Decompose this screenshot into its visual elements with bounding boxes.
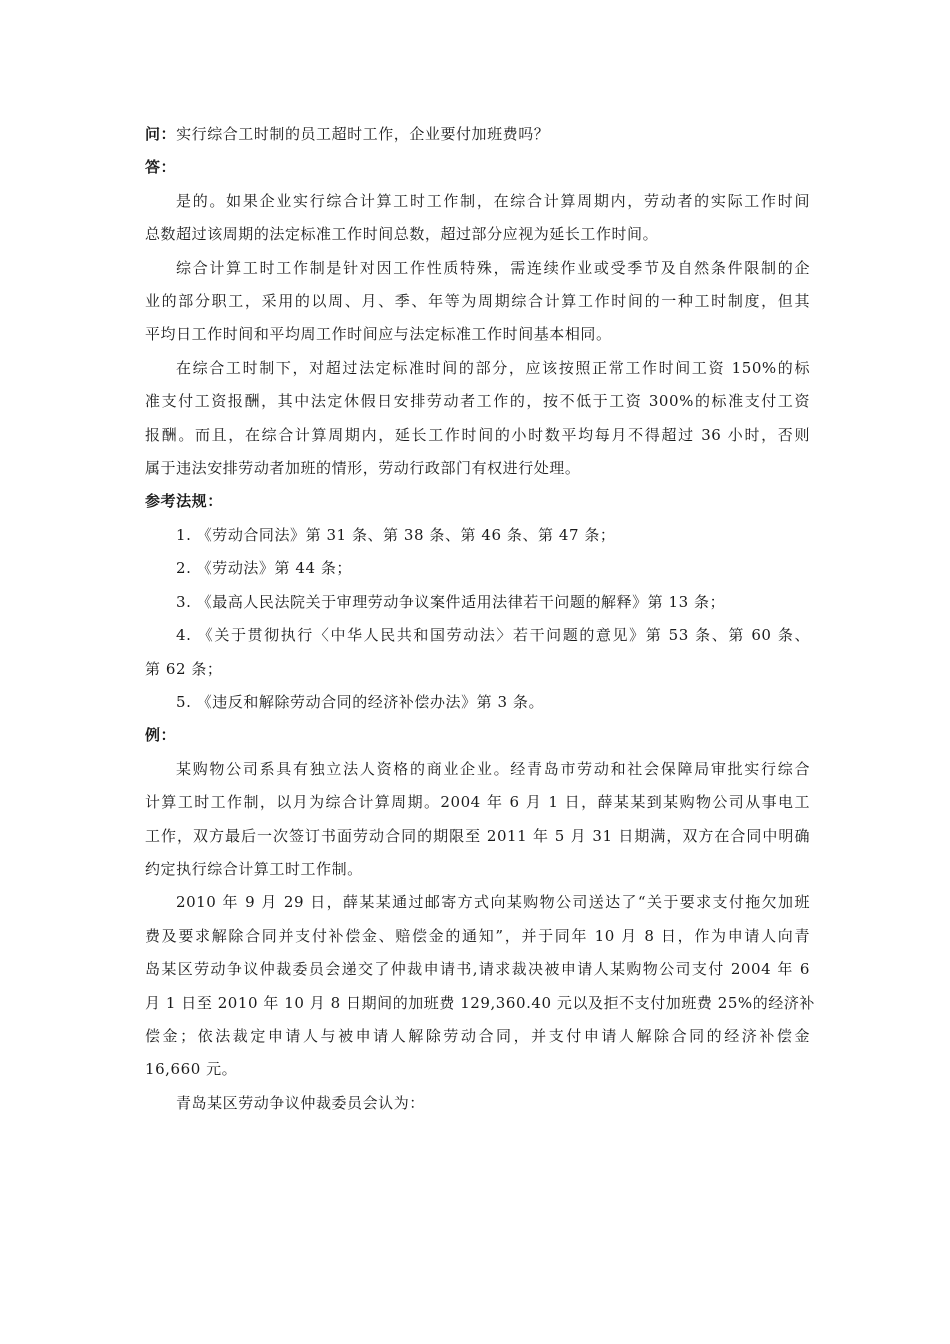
answer-paragraph-2 <box>145 252 810 352</box>
paragraph-line: 偿金；依法裁定申请人与被申请人解除劳动合同，并支付申请人解除合同的经济补偿金 <box>145 1026 810 1045</box>
example-label: 例： <box>145 726 177 745</box>
answer-paragraph-1 <box>145 185 810 252</box>
paragraph-line: 在综合工时制下，对超过法定标准时间的部分，应该按照正常工作时间工资 150%的标 <box>176 358 810 377</box>
example-paragraph-3 <box>145 1087 810 1120</box>
example-paragraph-2 <box>145 886 815 1086</box>
reference-item: 2. 《劳动法》第 44 条； <box>176 559 352 578</box>
paragraph-line: 约定执行综合计算工时工作制。 <box>145 859 363 878</box>
reference-item: 5. 《违反和解除劳动合同的经济补偿办法》第 3 条。 <box>176 692 545 711</box>
paragraph-line: 属于违法安排劳动者加班的情形，劳动行政部门有权进行处理。 <box>145 459 581 478</box>
paragraph-line: 费及要求解除合同并支付补偿金、赔偿金的通知”，并于同年 10 月 8 日，作为申请人向青 <box>145 926 810 945</box>
paragraph-line: 工作，双方最后一次签订书面劳动合同的期限至 2011 年 5 月 31 日期满，双方在合同中明确 <box>145 826 810 845</box>
answer-paragraph-3 <box>145 352 810 486</box>
paragraph-line: 月 1 日至 2010 年 10 月 8 日期间的加班费 129,360.40 元以及拒不支付加班费 25%的经济补 <box>145 993 815 1012</box>
paragraph-line: 计算工时工作制，以月为综合计算周期。2004 年 6 月 1 日，薛某某到某购物公司从事电工 <box>145 793 810 812</box>
document-page <box>145 118 815 1120</box>
reference-item-continuation: 第 62 条； <box>145 659 223 678</box>
paragraph-line: 某购物公司系具有独立法人资格的商业企业。经青岛市劳动和社会保障局审批实行综合 <box>176 759 810 778</box>
paragraph-line: 报酬。而且，在综合计算周期内，延长工作时间的小时数平均每月不得超过 36 小时，否则 <box>145 425 810 444</box>
reference-item: 1. 《劳动合同法》第 31 条、第 38 条、第 46 条、第 47 条； <box>176 525 616 544</box>
references-list <box>145 519 810 719</box>
reference-item: 3. 《最高人民法院关于审理劳动争议案件适用法律若干问题的解释》第 13 条； <box>176 592 726 611</box>
paragraph-line: 总数超过该周期的法定标准工作时间总数，超过部分应视为延长工作时间。 <box>145 225 659 244</box>
reference-item: 4. 《关于贯彻执行〈中华人民共和国劳动法〉若干问题的意见》第 53 条、第 60 条、 <box>176 626 810 645</box>
paragraph-line: 2010 年 9 月 29 日，薛某某通过邮寄方式向某购物公司送达了“关于要求支付拖欠加班 <box>176 893 810 912</box>
paragraph-line: 16,660 元。 <box>145 1060 238 1079</box>
question-label: 问： <box>145 125 177 143</box>
paragraph-line: 平均日工作时间和平均周工作时间应与法定标准工作时间基本相同。 <box>145 325 612 344</box>
paragraph-line: 综合计算工时工作制是针对因工作性质特殊，需连续作业或受季节及自然条件限制的企 <box>176 258 810 277</box>
example-paragraph-1 <box>145 753 810 887</box>
answer-label: 答： <box>145 158 177 177</box>
question-text: 实行综合工时制的员工超时工作，企业要付加班费吗？ <box>176 125 550 143</box>
paragraph-line: 岛某区劳动争议仲裁委员会递交了仲裁申请书,请求裁决被申请人某购物公司支付 2004 年 6 <box>145 960 810 979</box>
references-label: 参考法规： <box>145 492 223 511</box>
question-line <box>145 118 810 151</box>
paragraph-line: 是的。如果企业实行综合计算工时工作制，在综合计算周期内，劳动者的实际工作时间 <box>176 191 810 210</box>
paragraph-line: 青岛某区劳动争议仲裁委员会认为： <box>176 1093 425 1112</box>
paragraph-line: 业的部分职工，采用的以周、月、季、年等为周期综合计算工作时间的一种工时制度，但其 <box>145 292 810 311</box>
paragraph-line: 准支付工资报酬，其中法定休假日安排劳动者工作的，按不低于工资 300%的标准支付工资 <box>145 392 810 411</box>
